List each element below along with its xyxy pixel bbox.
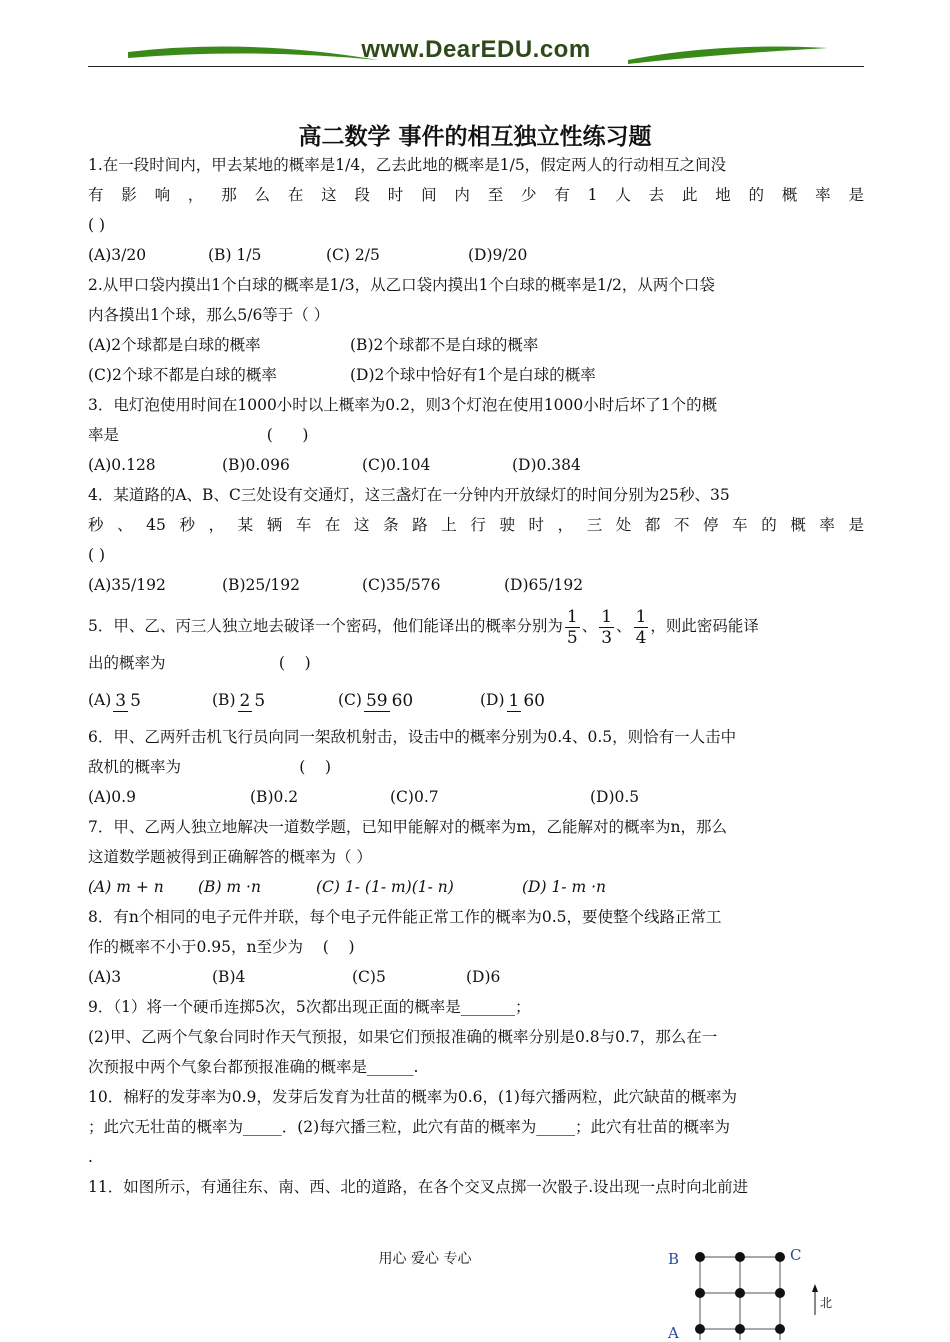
q5-options	[88, 678, 864, 722]
q4-options	[88, 570, 864, 600]
q7-option-a: (A) m + n	[88, 878, 164, 896]
q6-option-c: (C)0.7	[390, 788, 439, 806]
north-arrow-icon	[812, 1284, 818, 1315]
q10-line3: .	[88, 1148, 93, 1166]
q3-option-a: (A)0.128	[88, 456, 156, 474]
q2-option-b: (B)2个球都不是白球的概率	[350, 336, 539, 354]
q7-option-d: (D) 1- m ·n	[522, 878, 607, 896]
label-c: C	[790, 1246, 802, 1264]
q8-option-c: (C)5	[352, 968, 386, 986]
q2-option-c: (C)2个球不都是白球的概率	[88, 366, 277, 384]
q5-line1: 5．甲、乙、丙三人独立地去破译一个密码，他们能译出的概率分别为 $\frac{1}{5}$ 、 $\frac{1}{3}$ 、 $\frac{1}{4}$ ，则此密码能译	[88, 606, 759, 648]
q5-option-c: (C) 59 60	[338, 690, 414, 711]
q2-option-d: (D)2个球中恰好有1个是白球的概率	[350, 366, 596, 384]
q4-option-a: (A)35/192	[88, 576, 166, 594]
q10-line1: 10．棉籽的发芽率为0.9，发芽后发育为壮苗的概率为0.6，(1)每穴播两粒，此穴缺苗的概率为	[88, 1088, 737, 1106]
q9-line3: 次预报中两个气象台都预报准确的概率是______.	[88, 1058, 419, 1076]
q6-line2: 敌机的概率为 ( )	[88, 758, 332, 776]
q1-line2: 有影响，那么在这段时间内至少有1人去此地的概率是	[88, 186, 864, 204]
q1-option-d: (D)9/20	[468, 246, 528, 264]
q7-options	[88, 872, 864, 902]
q6-option-a: (A)0.9	[88, 788, 136, 806]
q1-option-c: (C) 2/5	[326, 246, 380, 264]
q4-line3: ( )	[88, 546, 106, 564]
q2-line1: 2.从甲口袋内摸出1个白球的概率是1/3，从乙口袋内摸出1个白球的概率是1/2，从两个口袋	[88, 276, 715, 294]
q8-line2: 作的概率不小于0.95，n至少为 ( )	[88, 938, 355, 956]
page-title: 高二数学 事件的相互独立性练习题	[298, 123, 652, 150]
q4-option-d: (D)65/192	[504, 576, 584, 594]
q11-line1: 11．如图所示，有通往东、南、西、北的道路，在各个交叉点掷一次骰子.设出现一点时向北前进	[88, 1178, 749, 1196]
q7-option-c: (C) 1- (1- m)(1- n)	[316, 878, 454, 896]
q8-option-d: (D)6	[466, 968, 501, 986]
q2-options-row2	[88, 360, 864, 390]
q5-frac-2: $\frac{1}{3}$	[601, 606, 613, 648]
q5-suffix: ，则此密码能译	[650, 617, 759, 635]
q3-option-b: (B)0.096	[222, 456, 290, 474]
q1-line3: ( )	[88, 216, 106, 234]
q3-options	[88, 450, 864, 480]
q3-option-d: (D)0.384	[512, 456, 581, 474]
q3-line1: 3．电灯泡使用时间在1000小时以上概率为0.2，则3个灯泡在使用1000小时后坏了1个的概	[88, 396, 718, 414]
north-label: 北	[820, 1296, 833, 1310]
site-logo: www.DearEDU.com	[361, 36, 591, 63]
q9-line2: (2)甲、乙两个气象台同时作天气预报，如果它们预报准确的概率分别是0.8与0.7，那么在一	[88, 1028, 718, 1046]
label-b: B	[668, 1250, 680, 1268]
q4-line1: 4．某道路的A、B、C三处设有交通灯，这三盏灯在一分钟内开放绿灯的时间分别为25秒、35	[88, 486, 730, 504]
q5-line2: 出的概率为 ( )	[88, 654, 311, 672]
q8-option-b: (B)4	[212, 968, 246, 986]
q7-option-b: (B) m ·n	[198, 878, 261, 896]
q6-option-d: (D)0.5	[590, 788, 640, 806]
q2-line2: 内各摸出1个球，那么5/6等于（ ）	[88, 306, 330, 324]
q9-line1: 9．（1）将一个硬币连掷5次，5次都出现正面的概率是_______；	[88, 998, 531, 1016]
q4-option-c: (C)35/576	[362, 576, 441, 594]
page-footer: 用心 爱心 专心	[378, 1251, 472, 1267]
q8-line1: 8．有n个相同的电子元件并联，每个电子元件能正常工作的概率为0.5，要使整个线路正常工	[88, 908, 722, 926]
q5-option-a: (A) 3 5	[88, 690, 141, 711]
q10-line2: ；此穴无壮苗的概率为_____．(2)每穴播三粒，此穴有苗的概率为_____；此穴有壮苗的概率为	[88, 1118, 730, 1136]
q4-line2: 秒、45秒，某辆车在这条路上行驶时，三处都不停车的概率是	[88, 516, 864, 534]
page-header	[88, 30, 864, 70]
q8-option-a: (A)3	[88, 968, 122, 986]
q7-line1: 7．甲、乙两人独立地解决一道数学题，已知甲能解对的概率为m，乙能解对的概率为n，那么	[88, 818, 728, 836]
q2-options-row1	[88, 330, 864, 360]
road-grid-figure	[660, 1240, 860, 1340]
q1-options	[88, 240, 864, 270]
q5-option-b: (B) 2 5	[212, 690, 266, 711]
q3-line2: 率是 ( )	[88, 426, 309, 444]
question-content	[88, 150, 864, 1202]
q1-line1: 1.在一段时间内，甲去某地的概率是1/4，乙去此地的概率是1/5，假定两人的行动相互之间没	[88, 156, 727, 174]
q5-frac-1: $\frac{1}{5}$	[566, 606, 578, 648]
q5-prefix: 5．甲、乙、丙三人独立地去破译一个密码，他们能译出的概率分别为	[88, 617, 563, 635]
q7-line2: 这道数学题被得到正确解答的概率为（ ）	[88, 848, 372, 866]
q3-option-c: (C)0.104	[362, 456, 431, 474]
q4-option-b: (B)25/192	[222, 576, 301, 594]
q6-options	[88, 782, 864, 812]
q6-line1: 6．甲、乙两歼击机飞行员向同一架敌机射击，设击中的概率分别为0.4、0.5，则恰有一人击中	[88, 728, 737, 746]
label-a: A	[668, 1324, 679, 1340]
header-rule	[88, 66, 864, 67]
q1-option-a: (A)3/20	[88, 246, 147, 264]
q5-frac-3: $\frac{1}{4}$	[635, 606, 647, 648]
q2-option-a: (A)2个球都是白球的概率	[88, 336, 261, 354]
q8-options	[88, 962, 864, 992]
q1-option-b: (B) 1/5	[208, 246, 262, 264]
q6-option-b: (B)0.2	[250, 788, 299, 806]
q5-option-d: (D) 1 60	[480, 690, 545, 711]
